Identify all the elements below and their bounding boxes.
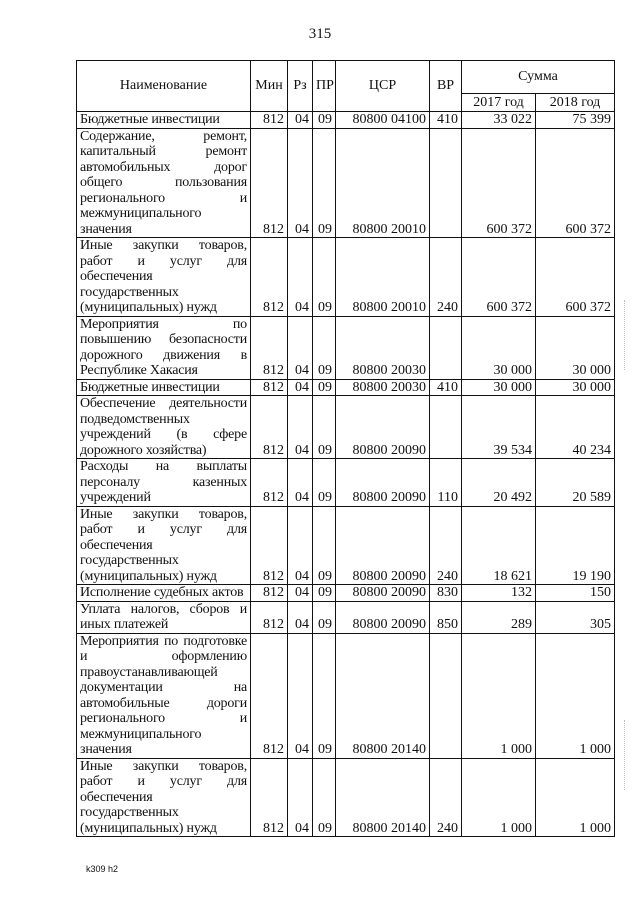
row-min: 812 [251, 238, 288, 317]
row-pr: 09 [313, 758, 336, 837]
row-2017: 289 [462, 601, 536, 633]
scan-margin-mark [624, 300, 629, 370]
table-row [77, 379, 615, 396]
table-row [77, 459, 615, 507]
row-min: 812 [251, 601, 288, 633]
table-row [77, 128, 615, 238]
header-csr: ЦСР [336, 61, 430, 112]
row-2018: 1 000 [536, 633, 615, 758]
row-vr: 240 [430, 758, 462, 837]
row-rz: 04 [288, 758, 313, 837]
row-name: Обеспечение деятельности подведомственных учреждений (в сфере дорожного хозяйства) [77, 396, 251, 459]
row-2018: 75 399 [536, 112, 615, 129]
row-rz: 04 [288, 585, 313, 602]
row-csr: 80800 20010 [336, 238, 430, 317]
table-row [77, 396, 615, 459]
row-csr: 80800 04100 [336, 112, 430, 129]
row-vr: 850 [430, 601, 462, 633]
row-min: 812 [251, 758, 288, 837]
table-row [77, 758, 615, 837]
row-vr: 110 [430, 459, 462, 507]
row-min: 812 [251, 506, 288, 585]
header-pr: ПР [313, 61, 336, 112]
row-2018: 305 [536, 601, 615, 633]
row-csr: 80800 20090 [336, 506, 430, 585]
header-sum: Сумма [462, 61, 615, 94]
row-2018: 600 372 [536, 128, 615, 238]
header-min: Мин [251, 61, 288, 112]
row-2018: 1 000 [536, 758, 615, 837]
row-2017: 1 000 [462, 633, 536, 758]
row-pr: 09 [313, 506, 336, 585]
row-min: 812 [251, 379, 288, 396]
row-2017: 33 022 [462, 112, 536, 129]
row-name: Содержание, ремонт, капитальный ремонт автомобильных дорог общего пользования регионального и межмуниципального значения [77, 128, 251, 238]
row-min: 812 [251, 128, 288, 238]
row-min: 812 [251, 633, 288, 758]
row-vr: 830 [430, 585, 462, 602]
document-footer-code: k309 h2 [86, 864, 119, 874]
row-rz: 04 [288, 238, 313, 317]
row-2018: 30 000 [536, 379, 615, 396]
row-min: 812 [251, 585, 288, 602]
row-2017: 39 534 [462, 396, 536, 459]
header-year-2017: 2017 год [462, 94, 536, 112]
row-2018: 600 372 [536, 238, 615, 317]
table-row [77, 601, 615, 633]
header-year-2018: 2018 год [536, 94, 615, 112]
row-pr: 09 [313, 379, 336, 396]
row-min: 812 [251, 316, 288, 379]
row-rz: 04 [288, 128, 313, 238]
row-csr: 80800 20140 [336, 633, 430, 758]
row-name: Иные закупки товаров, работ и услуг для обеспечения государственных (муниципальных) нужд [77, 506, 251, 585]
row-2017: 20 492 [462, 459, 536, 507]
row-2017: 132 [462, 585, 536, 602]
row-pr: 09 [313, 112, 336, 129]
row-csr: 80800 20140 [336, 758, 430, 837]
row-2018: 30 000 [536, 316, 615, 379]
row-pr: 09 [313, 601, 336, 633]
row-min: 812 [251, 459, 288, 507]
header-rz: Рз [288, 61, 313, 112]
row-csr: 80800 20090 [336, 396, 430, 459]
row-rz: 04 [288, 316, 313, 379]
row-vr: 240 [430, 506, 462, 585]
row-name: Иные закупки товаров, работ и услуг для обеспечения государственных (муниципальных) нужд [77, 238, 251, 317]
header-name: Наименование [77, 61, 251, 112]
row-rz: 04 [288, 396, 313, 459]
row-vr [430, 316, 462, 379]
row-2018: 40 234 [536, 396, 615, 459]
row-vr: 240 [430, 238, 462, 317]
row-vr [430, 633, 462, 758]
row-name: Уплата налогов, сборов и иных платежей [77, 601, 251, 633]
row-vr: 410 [430, 379, 462, 396]
row-2017: 18 621 [462, 506, 536, 585]
row-2018: 19 190 [536, 506, 615, 585]
row-name: Исполнение судебных актов [77, 585, 251, 602]
row-csr: 80800 20090 [336, 459, 430, 507]
row-csr: 80800 20030 [336, 316, 430, 379]
row-pr: 09 [313, 128, 336, 238]
row-2017: 30 000 [462, 379, 536, 396]
row-pr: 09 [313, 396, 336, 459]
row-2017: 600 372 [462, 238, 536, 317]
row-pr: 09 [313, 585, 336, 602]
table-row [77, 633, 615, 758]
scan-margin-mark [624, 720, 629, 790]
row-2017: 30 000 [462, 316, 536, 379]
row-2018: 150 [536, 585, 615, 602]
row-csr: 80800 20010 [336, 128, 430, 238]
header-vr: ВР [430, 61, 462, 112]
row-2018: 20 589 [536, 459, 615, 507]
row-rz: 04 [288, 506, 313, 585]
row-csr: 80800 20030 [336, 379, 430, 396]
row-pr: 09 [313, 316, 336, 379]
row-rz: 04 [288, 459, 313, 507]
budget-table [76, 60, 615, 837]
row-csr: 80800 20090 [336, 585, 430, 602]
row-name: Мероприятия по подготовке и оформлению правоустанавливающей документации на автомобильные дороги регионального и межмуниципального значения [77, 633, 251, 758]
row-rz: 04 [288, 379, 313, 396]
row-min: 812 [251, 396, 288, 459]
table-row [77, 238, 615, 317]
row-rz: 04 [288, 112, 313, 129]
row-rz: 04 [288, 633, 313, 758]
row-pr: 09 [313, 459, 336, 507]
row-csr: 80800 20090 [336, 601, 430, 633]
row-vr: 410 [430, 112, 462, 129]
row-pr: 09 [313, 238, 336, 317]
row-rz: 04 [288, 601, 313, 633]
page-number: 315 [308, 26, 332, 42]
table-row [77, 585, 615, 602]
table-row [77, 112, 615, 129]
table-row [77, 506, 615, 585]
row-2017: 600 372 [462, 128, 536, 238]
row-pr: 09 [313, 633, 336, 758]
row-name: Мероприятия по повышению безопасности дорожного движения в Республике Хакасия [77, 316, 251, 379]
row-vr [430, 128, 462, 238]
row-min: 812 [251, 112, 288, 129]
table-row [77, 316, 615, 379]
row-vr [430, 396, 462, 459]
row-2017: 1 000 [462, 758, 536, 837]
row-name: Иные закупки товаров, работ и услуг для обеспечения государственных (муниципальных) нужд [77, 758, 251, 837]
row-name: Расходы на выплаты персоналу казенных учреждений [77, 459, 251, 507]
row-name: Бюджетные инвестиции [77, 379, 251, 396]
row-name: Бюджетные инвестиции [77, 112, 251, 129]
